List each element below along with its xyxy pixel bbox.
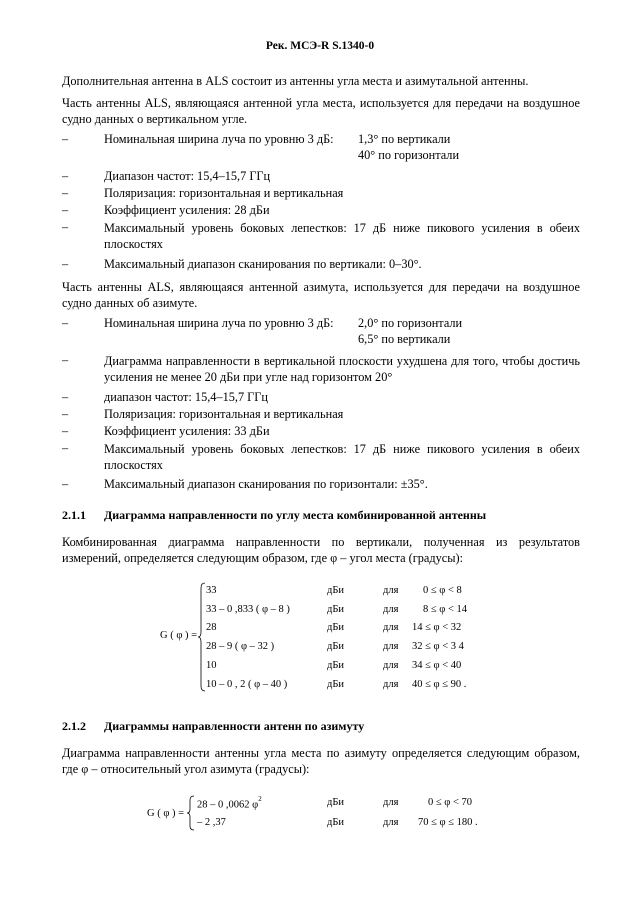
elevation-beamwidth-vertical: 1,3° по вертикали: [358, 132, 451, 146]
formula-1-row-for: для: [383, 622, 399, 633]
list-dash: –: [62, 316, 69, 330]
formula-1-row-unit: дБи: [327, 660, 344, 671]
formula-2-row-1-range: 0 ≤ φ < 70: [428, 797, 472, 808]
intro-paragraph-1: Дополнительная антенна в ALS состоит из антенны угла места и азимутальной антенны.: [62, 74, 529, 88]
formula-1-row-expr: 28: [206, 622, 217, 633]
formula-1-brace: [198, 582, 206, 692]
list-dash: –: [62, 424, 69, 438]
formula-1-row-for: для: [383, 641, 399, 652]
list-dash: –: [62, 169, 69, 183]
list-dash: –: [62, 220, 69, 234]
formula-2-row-2-expr: – 2 ,37: [197, 817, 226, 828]
section-211-title: Диаграмма направленности по углу места комбинированной антенны: [104, 508, 487, 522]
elevation-frequency: Диапазон частот: 15,4–15,7 ГГц: [104, 169, 271, 183]
intro-paragraph-2-line-1: Часть антенны ALS, являющаяся антенной угла места, используется для передачи на воздушное: [62, 96, 580, 110]
azimuth-beamwidth-label: Номинальная ширина луча по уровню 3 дБ:: [104, 316, 334, 330]
azimuth-polarization: Поляризация: горизонтальная и вертикальная: [104, 407, 344, 421]
elevation-beamwidth-horizontal: 40° по горизонтали: [358, 148, 460, 162]
azimuth-gain: Коэффициент усиления: 33 дБи: [104, 424, 270, 438]
elevation-gain: Коэффициент усиления: 28 дБи: [104, 203, 270, 217]
formula-2-row-1-unit: дБи: [327, 797, 344, 808]
formula-1-row-expr: 28 – 9 ( φ – 32 ): [206, 641, 275, 652]
elevation-beamwidth-label: Номинальная ширина луча по уровню 3 дБ:: [104, 132, 334, 146]
list-dash: –: [62, 353, 69, 367]
formula-2-row-1-for: для: [383, 797, 399, 808]
list-dash: –: [62, 441, 69, 455]
formula-1-row-for: для: [383, 660, 399, 671]
formula-1-row-range: 40 ≤ φ ≤ 90 .: [412, 679, 467, 690]
section-212-number: 2.1.2: [62, 719, 86, 733]
elevation-scan-range: Максимальный диапазон сканирования по вертикали: 0–30°.: [104, 257, 422, 271]
intro-paragraph-2-line-2: судно данных о вертикальном угле.: [62, 112, 248, 126]
section-212-text-line-2: где φ – относительный угол азимута (градусы):: [62, 762, 310, 776]
formula-1-row-for: для: [383, 604, 399, 615]
formula-2-row-2-range: 70 ≤ φ ≤ 180 .: [418, 817, 478, 828]
formula-2-brace: [187, 795, 195, 831]
formula-1-row-range: 14 ≤ φ < 32: [412, 622, 462, 633]
formula-2-row-2-unit: дБи: [327, 817, 344, 828]
formula-1-row-expr: 10: [206, 660, 217, 671]
list-dash: –: [62, 132, 69, 146]
formula-1-row-for: для: [383, 679, 399, 690]
azimuth-pattern-line-1: Диаграмма направленности в вертикальной плоскости ухудшена для того, чтобы достичь: [104, 354, 580, 368]
formula-1-lhs: G ( φ ) =: [160, 630, 198, 641]
formula-1-row-unit: дБи: [327, 622, 344, 633]
formula-1-row-unit: дБи: [327, 641, 344, 652]
section-211-number: 2.1.1: [62, 508, 86, 522]
formula-1-row-expr: 10 – 0 , 2 ( φ – 40 ): [206, 679, 288, 690]
formula-1-row-range: 8 ≤ φ < 14: [423, 604, 467, 615]
azimuth-beamwidth-horizontal: 2,0° по горизонтали: [358, 316, 463, 330]
formula-1-row-unit: дБи: [327, 585, 344, 596]
section-211-text-line-2: измерений, определяется следующим образом, где φ – угол места (градусы):: [62, 551, 464, 565]
azimuth-intro-line-1: Часть антенны ALS, являющаяся антенной азимута, используется для передачи на воздушное: [62, 280, 580, 294]
azimuth-scan-range: Максимальный диапазон сканирования по горизонтали: ±35°.: [104, 477, 428, 491]
formula-1-row-expr: 33: [206, 585, 217, 596]
formula-2-lhs: G ( φ ) =: [147, 808, 185, 819]
list-dash: –: [62, 257, 69, 271]
elevation-sidelobe-line-1: Максимальный уровень боковых лепестков: 17 дБ ниже пикового усиления в обеих: [104, 221, 580, 235]
formula-1-row-expr: 33 – 0 ,833 ( φ – 8 ): [206, 604, 290, 615]
section-212-title: Диаграммы направленности антенн по азимуту: [104, 719, 365, 733]
section-211-text-line-1: Комбинированная диаграмма направленности по вертикали, полученная из результатов: [62, 535, 580, 549]
list-dash: –: [62, 390, 69, 404]
list-dash: –: [62, 203, 69, 217]
formula-1-row-range: 0 ≤ φ < 8: [423, 585, 462, 596]
formula-2-row-1-expr: [197, 797, 262, 811]
list-dash: –: [62, 477, 69, 491]
azimuth-frequency: диапазон частот: 15,4–15,7 ГГц: [104, 390, 268, 404]
list-dash: –: [62, 407, 69, 421]
formula-1-row-for: для: [383, 585, 399, 596]
elevation-polarization: Поляризация: горизонтальная и вертикальная: [104, 186, 344, 200]
section-212-text-line-1: Диаграмма направленности антенны угла места по азимуту определяется следующим образом,: [62, 746, 580, 760]
formula-2-row-1-expr-text: 28 – 0 ,0062 φ: [197, 799, 259, 811]
formula-2-row-1-exponent: 2: [258, 795, 262, 803]
azimuth-intro-line-2: судно данных об азимуте.: [62, 296, 198, 310]
azimuth-pattern-line-2: усиления не менее 20 дБи при угле над горизонтом 20°: [104, 370, 393, 384]
elevation-sidelobe-line-2: плоскостях: [104, 237, 163, 251]
page-header: Рек. МСЭ-R S.1340-0: [265, 40, 375, 52]
azimuth-sidelobe-line-1: Максимальный уровень боковых лепестков: 17 дБ ниже пикового усиления в обеих: [104, 442, 580, 456]
azimuth-beamwidth-vertical: 6,5° по вертикали: [358, 332, 451, 346]
formula-1-row-range: 32 ≤ φ < 3 4: [412, 641, 464, 652]
formula-1-row-range: 34 ≤ φ < 40: [412, 660, 462, 671]
azimuth-sidelobe-line-2: плоскостях: [104, 458, 163, 472]
list-dash: –: [62, 186, 69, 200]
formula-2-row-2-for: для: [383, 817, 399, 828]
formula-1-row-unit: дБи: [327, 679, 344, 690]
formula-1-row-unit: дБи: [327, 604, 344, 615]
